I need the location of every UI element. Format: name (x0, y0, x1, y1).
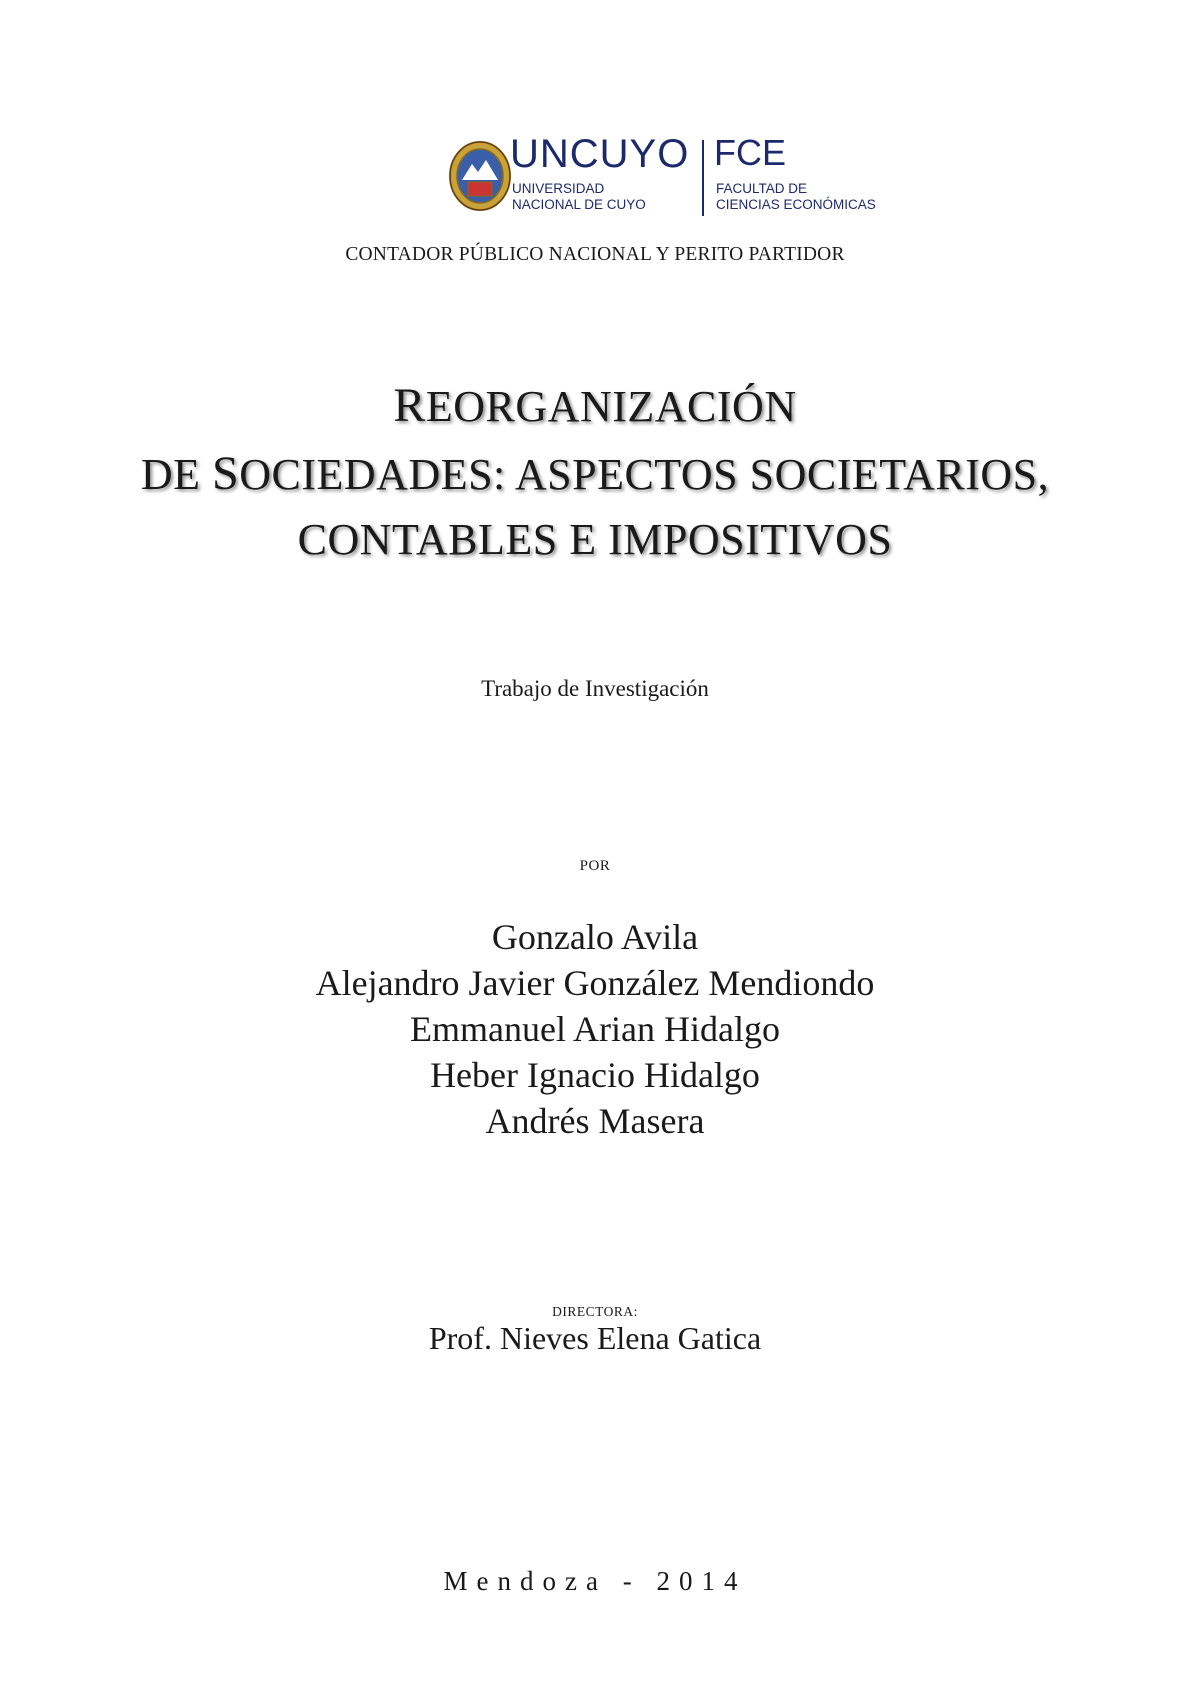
fce-subtitle-line1: FACULTAD DE (716, 181, 808, 196)
director-name: Prof. Nieves Elena Gatica (428, 1320, 762, 1356)
title-line-3: CONTABLES E IMPOSITIVOS (297, 515, 893, 564)
author-list (0, 914, 1190, 1144)
uncuyo-subtitle-line1: UNIVERSIDAD (512, 181, 605, 196)
title-line-1-rest: EORGANIZACIÓN (425, 382, 797, 431)
uncuyo-wordmark: UNCUYO (510, 132, 690, 176)
work-type: Trabajo de Investigación (481, 676, 709, 701)
place-and-year: Mendoza - 2014 (443, 1566, 747, 1596)
fce-wordmark: FCE (714, 132, 786, 173)
logo-divider (702, 140, 704, 216)
author-name: Alejandro Javier González Mendiondo (315, 963, 875, 1003)
fce-subtitle-line2: CIENCIAS ECONÓMICAS (716, 197, 876, 212)
title-line-1 (0, 378, 1190, 433)
director-label: DIRECTORA: (552, 1304, 638, 1319)
uncuyo-subtitle-line2: NACIONAL DE CUYO (512, 197, 646, 212)
by-label: POR (579, 858, 611, 874)
title-line-2-rest: OCIEDADES: ASPECTOS SOCIETARIOS, (239, 450, 1050, 499)
title-line-2 (0, 446, 1190, 501)
university-logo (448, 132, 888, 216)
career-name: CONTADOR PÚBLICO NACIONAL Y PERITO PARTIDOR (345, 244, 845, 265)
author-name: Andrés Masera (485, 1101, 705, 1141)
author-name: Emmanuel Arian Hidalgo (410, 1009, 780, 1049)
author-name: Gonzalo Avila (491, 917, 699, 957)
title-line-2-initial: S (212, 447, 240, 500)
university-seal-icon (448, 140, 512, 212)
title-line-1-initial: R (393, 379, 426, 432)
title-line-2-prefix: DE (140, 450, 213, 499)
author-name: Heber Ignacio Hidalgo (430, 1055, 760, 1095)
